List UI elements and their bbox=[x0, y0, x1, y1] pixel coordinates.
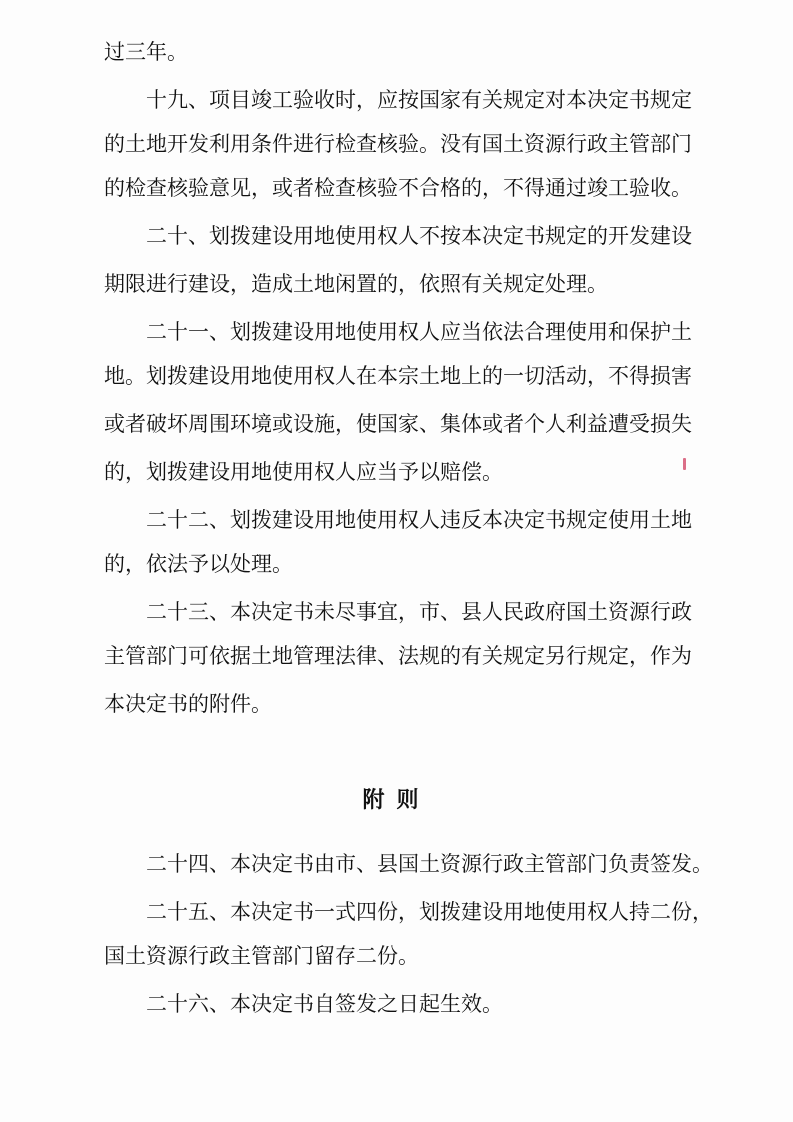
text-line: 二十五、本决定书一式四份，划拨建设用地使用权人持二份， bbox=[146, 900, 713, 924]
section-title: 附则 bbox=[362, 787, 431, 813]
text-line: 二十二、划拨建设用地使用权人违反本决定书规定使用土地 bbox=[146, 508, 692, 532]
text-line: 的检查核验意见，或者检查核验不合格的，不得通过竣工验收。 bbox=[104, 176, 692, 200]
text-line: 过三年。 bbox=[104, 40, 188, 64]
text-line: 二十、划拨建设用地使用权人不按本决定书规定的开发建设 bbox=[146, 224, 692, 248]
text-line: 二十三、本决定书未尽事宜，市、县人民政府国土资源行政 bbox=[146, 600, 692, 624]
text-line: 二十六、本决定书自签发之日起生效。 bbox=[146, 992, 503, 1016]
text-line: 二十四、本决定书由市、县国土资源行政主管部门负责签发。 bbox=[146, 852, 713, 876]
scan-speck bbox=[683, 458, 686, 470]
text-line: 地。划拨建设用地使用权人在本宗土地上的一切活动，不得损害 bbox=[104, 364, 692, 388]
text-line: 期限进行建设，造成土地闲置的，依照有关规定处理。 bbox=[104, 272, 608, 296]
text-line: 的，划拨建设用地使用权人应当予以赔偿。 bbox=[104, 460, 503, 484]
text-line: 二十一、划拨建设用地使用权人应当依法合理使用和保护土 bbox=[146, 320, 692, 344]
text-line: 的，依法予以处理。 bbox=[104, 552, 293, 576]
text-line: 主管部门可依据土地管理法律、法规的有关规定另行规定，作为 bbox=[104, 644, 692, 668]
text-line: 国土资源行政主管部门留存二份。 bbox=[104, 944, 419, 968]
text-line: 或者破坏周围环境或设施，使国家、集体或者个人利益遭受损失 bbox=[104, 412, 692, 436]
text-line: 的土地开发利用条件进行检查核验。没有国土资源行政主管部门 bbox=[104, 132, 692, 156]
text-line: 本决定书的附件。 bbox=[104, 692, 272, 716]
text-line: 十九、项目竣工验收时，应按国家有关规定对本决定书规定 bbox=[146, 88, 692, 112]
